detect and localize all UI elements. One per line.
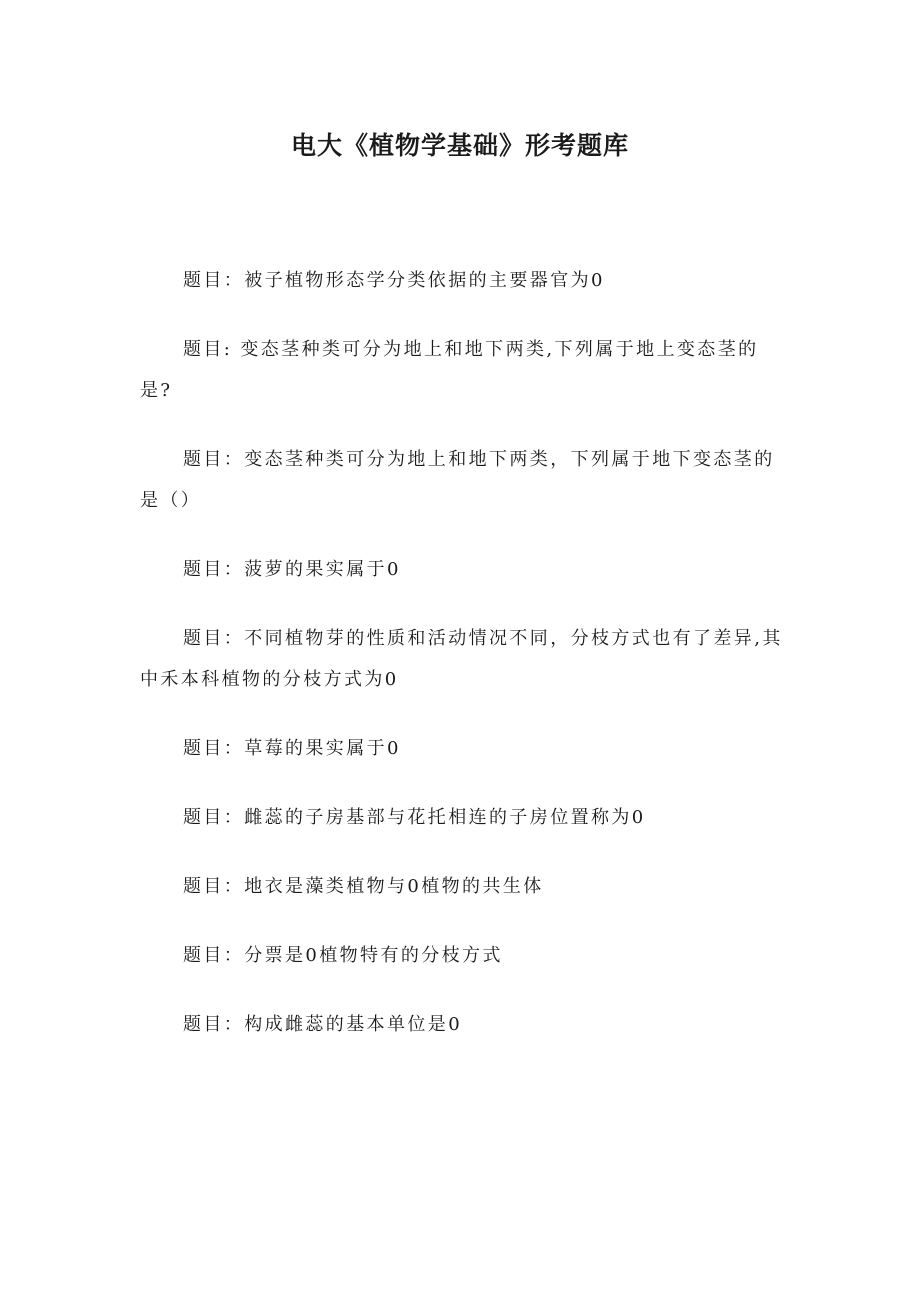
question-list bbox=[140, 260, 790, 1073]
question-item: 题目：菠萝的果实属于0 bbox=[183, 559, 401, 580]
question-item: 题目：地衣是藻类植物与0植物的共生体 bbox=[183, 876, 544, 897]
question-item: 题目：分票是0植物特有的分枝方式 bbox=[183, 945, 503, 966]
question-item: 题目：构成雌蕊的基本单位是0 bbox=[183, 1014, 463, 1035]
question-item: 题目: 变态茎种类可分为地上和地下两类,下列属于地上变态茎的是? bbox=[140, 339, 759, 401]
question-item: 题目：变态茎种类可分为地上和地下两类，下列属于地下变态茎的是（） bbox=[140, 449, 775, 511]
question-item: 题目：雌蕊的子房基部与花托相连的子房位置称为0 bbox=[183, 807, 646, 828]
document-title: 电大《植物学基础》形考题库 bbox=[290, 131, 629, 160]
question-item: 题目：不同植物芽的性质和活动情况不同，分枝方式也有了差异,其中禾本科植物的分枝方式为0 bbox=[140, 628, 783, 690]
question-item: 题目：被子植物形态学分类依据的主要器官为0 bbox=[183, 270, 605, 291]
question-item: 题目：草莓的果实属于0 bbox=[183, 738, 401, 759]
